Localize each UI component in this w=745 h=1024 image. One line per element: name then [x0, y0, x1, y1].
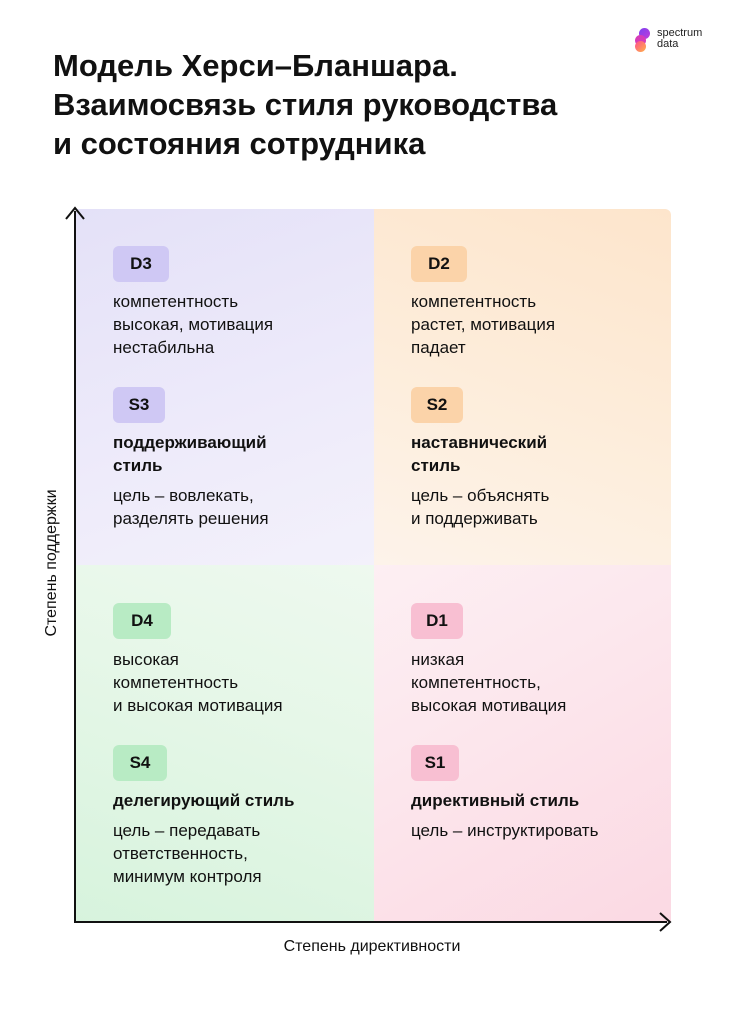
s1-goal: цель – инструктировать — [411, 821, 599, 840]
s4-style-name: делегирующий стиль — [113, 791, 295, 810]
badge-d4: D4 — [113, 603, 171, 639]
badge-d3: D3 — [113, 246, 169, 282]
title-line-3: и состояния сотрудника — [53, 126, 426, 161]
badge-s4: S4 — [113, 745, 167, 781]
badge-s2: S2 — [411, 387, 463, 423]
s2-style-name: наставнический стиль — [411, 433, 548, 475]
badge-d2: D2 — [411, 246, 467, 282]
s3-goal: цель – вовлекать, разделять решения — [113, 486, 269, 528]
s3-style-name: поддерживающий стиль — [113, 433, 267, 475]
badge-d1: D1 — [411, 603, 463, 639]
title-line-1: Модель Херси–Бланшара. — [53, 48, 458, 83]
d2-description: компетентность растет, мотивация падает — [411, 292, 556, 357]
d3-description: компетентность высокая, мотивация нестабильна — [113, 292, 274, 357]
d4-description: высокая компетентность и высокая мотивация — [113, 650, 283, 715]
logo-text: spectrum data — [657, 27, 703, 50]
title-line-2: Взаимосвязь стиля руководства — [53, 87, 558, 122]
s1-style-name: директивный стиль — [411, 791, 580, 810]
badge-s3: S3 — [113, 387, 165, 423]
s2-goal: цель – объяснять и поддерживать — [411, 486, 550, 528]
d1-description: низкая компетентность, высокая мотивация — [411, 650, 567, 715]
x-axis-label: Степень директивности — [283, 938, 461, 955]
s4-goal: цель – передавать ответственность, минимум контроля — [113, 821, 262, 886]
y-axis-label: Степень поддержки — [43, 489, 60, 637]
badge-s1: S1 — [411, 745, 459, 781]
